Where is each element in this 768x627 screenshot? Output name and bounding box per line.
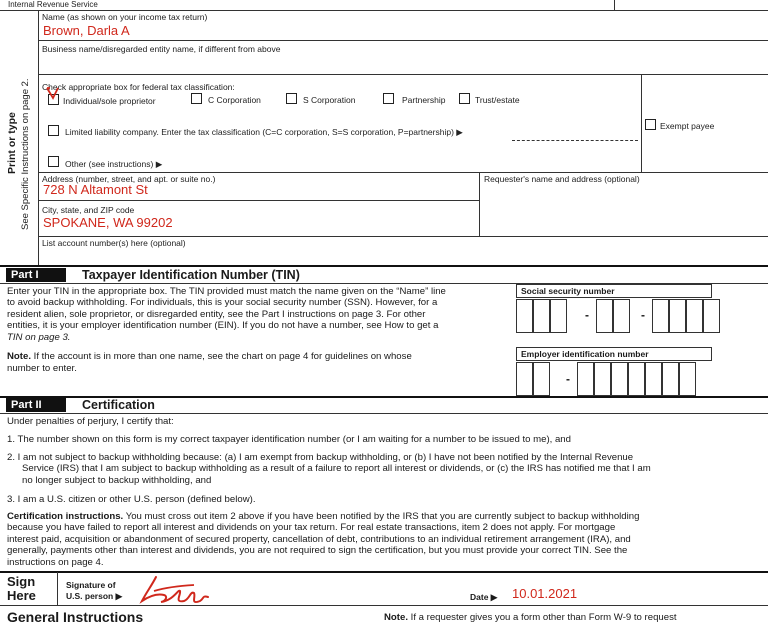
part2-badge: Part II [6,398,66,412]
cert-instructions-bold: Certification instructions. [7,511,124,522]
cert-item-1: 1. The number shown on this form is my correct taxpayer identification number (or I am waiting for a number to be issued to me), and [7,434,571,445]
llc-label: Limited liability company. Enter the tax classification (C=C corporation, S=S corporation, P=partnership) ▶ [65,127,463,137]
exempt-payee-label: Exempt payee [660,121,715,131]
ssn-digit-4[interactable] [596,299,613,333]
ssn-digit-3[interactable] [550,299,567,333]
name-field[interactable]: Brown, Darla A [43,23,130,38]
c-corp-checkbox[interactable] [191,93,202,104]
date-field[interactable]: 10.01.2021 [512,586,578,601]
specific-instructions-label: See Specific Instructions on page 2. [20,78,31,230]
footer-note-text: If a requester gives you a form other than Form W-9 to request [407,612,677,623]
tin-para-1: Enter your TIN in the appropriate box. The TIN provided must match the name given on the “Name” line [7,286,446,297]
ssn-digit-7[interactable] [669,299,686,333]
s-corp-checkbox[interactable] [286,93,297,104]
top-rule [0,10,768,11]
trust-label: Trust/estate [475,95,520,105]
s-corp-label: S Corporation [303,95,356,105]
ssn-digit-1[interactable] [516,299,533,333]
ssn-label: Social security number [516,284,712,298]
business-name-field[interactable] [42,56,762,72]
ein-digit-5[interactable] [611,362,628,396]
ssn-digit-8[interactable] [686,299,703,333]
cert-instructions-1 [7,511,639,522]
footer-note [384,612,677,623]
ssn-dash-2: - [641,308,645,322]
ssn-digit-5[interactable] [613,299,630,333]
ssn-digit-6[interactable] [652,299,669,333]
llc-checkbox[interactable] [48,125,59,136]
ssn-dash-1: - [585,308,589,322]
tin-note-bold: Note. [7,351,31,362]
ein-label: Employer identification number [516,347,712,361]
part2-title: Certification [82,398,155,412]
cert-instructions-2: because you have failed to report all interest and dividends on your tax return. For real estate transactions, item 2 does not apply. For mortgage [7,522,616,533]
tin-note-text: If the account is in more than one name, see the chart on page 4 for guidelines on whose [30,351,412,362]
account-numbers-label: List account number(s) here (optional) [42,238,186,248]
ssn-digit-9[interactable] [703,299,720,333]
tin-note [7,351,412,362]
city-label: City, state, and ZIP code [42,205,135,215]
tin-note-2: number to enter. [7,363,77,374]
requester-label: Requester's name and address (optional) [484,174,640,184]
signature-field[interactable] [130,573,450,605]
date-label: Date ▶ [470,592,498,602]
c-corp-label: C Corporation [208,95,261,105]
cert-item-2a: 2. I am not subject to backup withholding because: (a) I am exempt from backup withholding, or (b) I have not been notified by the Internal Revenue [7,452,634,463]
individual-label: Individual/sole proprietor [63,96,156,106]
ssn-digit-2[interactable] [533,299,550,333]
tin-para-5: TIN on page 3. [7,332,71,343]
sign-label: Sign [7,574,36,589]
tin-para-3: resident alien, sole proprietor, or disregarded entity, see the Part I instructions on page 3. For other [7,309,426,320]
llc-tax-class-field[interactable] [512,128,638,141]
part1-title: Taxpayer Identification Number (TIN) [82,268,300,282]
cert-instructions-text: You must cross out item 2 above if you have been notified by the IRS that you are currently subject to backup withholding [123,511,640,522]
city-field[interactable]: SPOKANE, WA 99202 [43,215,173,230]
irs-label: Internal Revenue Service [8,0,98,9]
cert-item-2c: no longer subject to backup withholding, and [22,475,212,486]
ein-dash: - [566,372,570,386]
trust-checkbox[interactable] [459,93,470,104]
other-checkbox[interactable] [48,156,59,167]
tin-para-4: entities, it is your employer identification number (EIN). If you do not have a number, see How to get a [7,320,439,331]
cert-instructions-4: generally, payments other than interest and dividends, you are not required to sign the certification, but you must provide your correct TIN. See the [7,545,628,556]
ein-digit-6[interactable] [628,362,645,396]
classification-label: Check appropriate box for federal tax classification: [42,82,235,92]
general-instructions-heading: General Instructions [7,609,144,625]
cert-intro: Under penalties of perjury, I certify that: [7,416,174,427]
ein-digit-1[interactable] [516,362,533,396]
footer-note-bold: Note. [384,612,408,623]
partnership-checkbox[interactable] [383,93,394,104]
address-field[interactable]: 728 N Altamont St [43,182,148,197]
tin-para-2: to avoid backup withholding. For individuals, this is your social security number (SSN). However, for a [7,297,438,308]
checkmark-icon [45,86,61,104]
name-label: Name (as shown on your income tax return) [42,12,208,22]
cert-instructions-3: interest paid, acquisition or abandonment of secured property, cancellation of debt, contributions to an individual retirement arrangement (IRA), and [7,534,631,545]
partnership-label: Partnership [402,95,446,105]
part1-badge: Part I [6,268,66,282]
other-label: Other (see instructions) ▶ [65,159,163,169]
ein-digit-2[interactable] [533,362,550,396]
business-name-label: Business name/disregarded entity name, if different from above [42,44,281,54]
exempt-payee-checkbox[interactable] [645,119,656,130]
here-label: Here [7,588,36,603]
ein-digit-8[interactable] [662,362,679,396]
ein-digit-7[interactable] [645,362,662,396]
cert-item-2b: Service (IRS) that I am subject to backup withholding as a result of a failure to report all interest or dividends, or (c) the IRS has notified me that I am [22,463,651,474]
account-numbers-field[interactable] [42,249,762,263]
cert-item-3: 3. I am a U.S. citizen or other U.S. person (defined below). [7,494,256,505]
ein-digit-4[interactable] [594,362,611,396]
cert-instructions-5: instructions on page 4. [7,557,104,568]
signature-label-2: U.S. person ▶ [66,591,123,601]
ein-digit-3[interactable] [577,362,594,396]
ein-digit-9[interactable] [679,362,696,396]
address-label: Address (number, street, and apt. or suite no.) [42,174,216,184]
signature-label-1: Signature of [66,580,116,590]
print-or-type-label: Print or type [6,112,18,174]
